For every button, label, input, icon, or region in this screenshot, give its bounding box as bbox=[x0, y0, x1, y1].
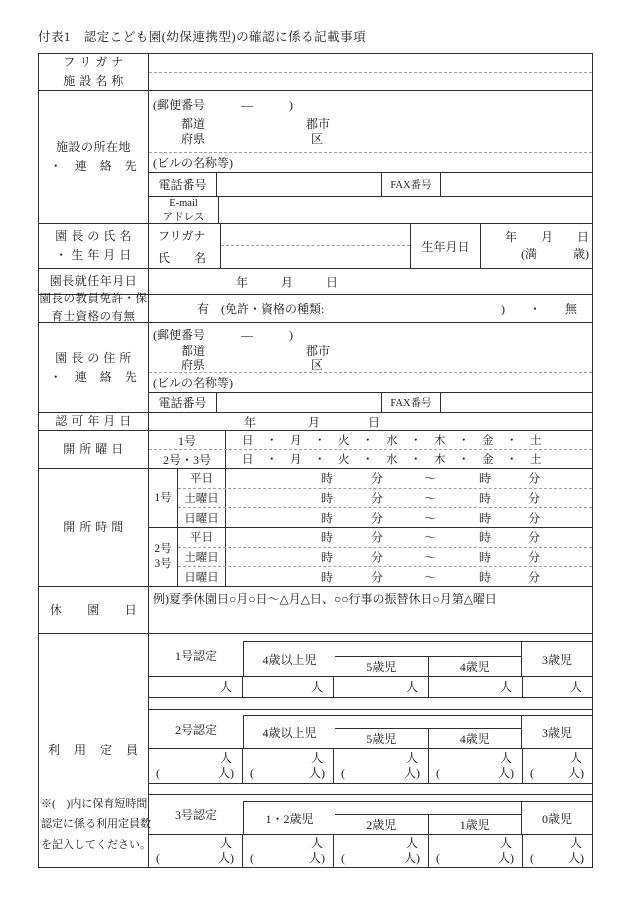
category-3go-nintei: 3号認定 bbox=[174, 808, 217, 822]
unit-label: 人 bbox=[569, 836, 582, 850]
category-1go: 1号 bbox=[149, 431, 226, 449]
category-2go-3go: 2号・3号 bbox=[149, 450, 226, 468]
capacity-note-line3: を記入してください。 bbox=[41, 838, 151, 851]
sunday-label: 日曜日 bbox=[178, 508, 226, 527]
hour-label: 時 bbox=[479, 511, 492, 526]
paren-open: ( bbox=[530, 766, 534, 780]
unit-label: 人 bbox=[219, 751, 232, 765]
age-right-header: 3歳児 bbox=[521, 716, 592, 748]
unit-label: 人 bbox=[499, 679, 512, 694]
director-address-field[interactable] bbox=[149, 323, 592, 373]
facility-kana-label: フ リ ガ ナ bbox=[63, 55, 124, 70]
year-label: 年 bbox=[244, 415, 257, 429]
capacity-label-cell bbox=[39, 634, 149, 867]
capacity-cell[interactable] bbox=[523, 677, 592, 697]
hour-label: 時 bbox=[321, 511, 334, 526]
city-label-top: 郡市 bbox=[306, 117, 331, 131]
paren-open: ( bbox=[530, 851, 534, 865]
director-name-field[interactable] bbox=[221, 246, 410, 268]
opening-hours-label: 開 所 時 間 bbox=[39, 469, 149, 586]
director-address-label-line2: ・ 連 絡 先 bbox=[49, 369, 138, 384]
paren-close: 人) bbox=[498, 851, 514, 865]
days-of-week-choices[interactable]: 日 ・ 月 ・ 火 ・ 水 ・ 木 ・ 金 ・ 土 bbox=[242, 454, 542, 466]
paren-open: ( bbox=[436, 766, 440, 780]
tel-label: 電話番号 bbox=[149, 173, 217, 196]
license-label-line1: 園長の教員免許・保 bbox=[39, 292, 148, 305]
sunday-label: 日曜日 bbox=[178, 567, 226, 586]
tilde-label: ～ bbox=[424, 550, 437, 565]
day-label: 日 bbox=[326, 275, 339, 289]
hour-label: 時 bbox=[479, 530, 492, 545]
facility-contact-label-line1: 施設の所在地 bbox=[55, 140, 131, 155]
capacity-note-line1: ※( )内に保育短時間 bbox=[41, 797, 148, 810]
paren-close: 人) bbox=[309, 766, 325, 780]
city-label-top: 郡市 bbox=[306, 344, 331, 358]
time-field[interactable] bbox=[226, 508, 592, 527]
tilde-label: ～ bbox=[424, 530, 437, 545]
license-label-line2: 育士資格の有無 bbox=[51, 310, 136, 323]
director-license-row bbox=[39, 292, 592, 323]
approval-date-field[interactable] bbox=[149, 413, 592, 430]
director-address-label-line1: 園 長 の 住 所 bbox=[55, 350, 132, 365]
hours-row bbox=[178, 567, 592, 586]
building-name-label: (ビルの名称等) bbox=[153, 156, 233, 170]
email-label-line2: アドレス bbox=[162, 211, 205, 223]
director-fax-field[interactable] bbox=[441, 393, 592, 412]
fax-label: FAX番号 bbox=[382, 173, 441, 196]
director-contact-row bbox=[39, 323, 592, 413]
closed-days-label: 休 園 日 bbox=[39, 587, 149, 633]
prefecture-label-top: 都道 bbox=[181, 117, 206, 131]
age-sub-header: 5歳児 bbox=[335, 729, 429, 748]
capacity-cell[interactable] bbox=[243, 749, 334, 783]
director-shimei-label: 氏 名 bbox=[158, 250, 207, 265]
hour-label: 時 bbox=[321, 570, 334, 585]
age-sub-header: 4歳児 bbox=[459, 660, 490, 674]
opening-days-row-1 bbox=[149, 431, 592, 450]
director-name-label-cell bbox=[39, 224, 149, 268]
time-field[interactable] bbox=[226, 528, 592, 547]
opening-days-row bbox=[39, 431, 592, 469]
facility-name-field[interactable] bbox=[149, 73, 592, 90]
paren-open: ( bbox=[341, 766, 345, 780]
capacity-data-3go bbox=[149, 835, 592, 867]
minute-label: 分 bbox=[528, 530, 541, 545]
facility-email-row bbox=[149, 197, 592, 224]
capacity-cell[interactable] bbox=[149, 835, 243, 867]
unit-label: 人 bbox=[310, 751, 323, 765]
license-choice-field[interactable] bbox=[149, 295, 592, 322]
ward-label: 区 bbox=[311, 358, 324, 372]
capacity-cell[interactable] bbox=[429, 835, 523, 867]
tilde-label: ～ bbox=[424, 471, 437, 486]
minute-label: 分 bbox=[371, 570, 384, 585]
saturday-label: 土曜日 bbox=[178, 489, 226, 508]
director-contact-label-cell bbox=[39, 323, 149, 412]
facility-contact-row bbox=[39, 91, 592, 224]
director-name-sublabel-cell bbox=[149, 224, 221, 268]
hour-label: 時 bbox=[321, 530, 334, 545]
hours-row bbox=[178, 528, 592, 548]
ward-label: 区 bbox=[311, 132, 324, 146]
paren-close: 人) bbox=[218, 766, 234, 780]
director-kana-field[interactable] bbox=[221, 224, 410, 246]
capacity-label: 利 用 定 員 bbox=[47, 743, 139, 757]
paren-open: ( bbox=[341, 851, 345, 865]
hour-label: 時 bbox=[479, 550, 492, 565]
hour-label: 時 bbox=[321, 491, 334, 506]
age-sub-header: 2歳児 bbox=[335, 815, 429, 834]
paren-close: 人) bbox=[404, 851, 420, 865]
paren-open: ( bbox=[250, 766, 254, 780]
minute-label: 分 bbox=[528, 471, 541, 486]
minute-label: 分 bbox=[528, 491, 541, 506]
opening-days-row-2 bbox=[149, 450, 592, 468]
capacity-note-line2: 認定に係る利用定員数 bbox=[41, 818, 151, 831]
age-sub-header: 4歳児 bbox=[459, 732, 490, 746]
facility-address-field[interactable] bbox=[149, 91, 592, 153]
hour-label: 時 bbox=[321, 550, 334, 565]
director-name-fields bbox=[221, 224, 411, 268]
appointment-date-field[interactable] bbox=[149, 269, 592, 294]
time-field[interactable] bbox=[226, 567, 592, 586]
director-name-row bbox=[39, 224, 592, 269]
unit-label: 人 bbox=[310, 679, 323, 694]
day-label: 日 bbox=[368, 415, 381, 429]
month-label: 月 bbox=[281, 275, 294, 289]
facility-name-label: 施 設 名 称 bbox=[63, 74, 124, 88]
capacity-cell[interactable] bbox=[334, 749, 429, 783]
capacity-spacer bbox=[149, 698, 592, 709]
hour-label: 時 bbox=[479, 570, 492, 585]
unit-label: 人 bbox=[569, 751, 582, 765]
director-building-field[interactable] bbox=[149, 373, 592, 393]
dob-label: 生年月日 bbox=[411, 224, 481, 268]
main-form-table bbox=[38, 53, 593, 868]
page-title: 付表1 認定こども園(幼保連携型)の確認に係る記載事項 bbox=[38, 30, 367, 44]
minute-label: 分 bbox=[371, 550, 384, 565]
dob-ymd-template: 年 月 日 bbox=[504, 230, 589, 244]
closed-days-example: 例)夏季休園日○月○日～△月△日、○○行事の振替休日○月第△曜日 bbox=[153, 592, 497, 606]
capacity-cell[interactable] bbox=[429, 677, 523, 697]
facility-contact-label-cell bbox=[39, 91, 149, 223]
prefecture-label-bottom: 府県 bbox=[181, 132, 206, 146]
hour-label: 時 bbox=[321, 471, 334, 486]
unit-label: 人 bbox=[569, 679, 582, 694]
email-label-cell bbox=[149, 197, 219, 224]
facility-email-field[interactable] bbox=[219, 197, 592, 224]
age-group-header: 4歳以上児 bbox=[262, 652, 317, 667]
paren-open: ( bbox=[156, 766, 160, 780]
email-label-line1: E-mail bbox=[169, 198, 198, 209]
capacity-cell[interactable] bbox=[149, 677, 243, 697]
paren-open: ( bbox=[436, 851, 440, 865]
unit-label: 人 bbox=[219, 679, 232, 694]
age-right-header: 3歳児 bbox=[521, 642, 592, 676]
facility-fax-field[interactable] bbox=[441, 173, 592, 196]
dob-age-template: (満 歳) bbox=[521, 247, 589, 261]
facility-name-row bbox=[39, 54, 592, 91]
capacity-row bbox=[39, 634, 592, 867]
hour-label: 時 bbox=[479, 471, 492, 486]
minute-label: 分 bbox=[528, 570, 541, 585]
hours-row bbox=[178, 469, 592, 489]
director-name-label-line1: 園 長 の 氏 名 bbox=[55, 229, 132, 244]
capacity-header-3go bbox=[149, 794, 592, 835]
time-field[interactable] bbox=[226, 548, 592, 567]
hours-row bbox=[178, 508, 592, 527]
weekday-label: 平日 bbox=[178, 469, 226, 488]
license-label-cell bbox=[39, 292, 149, 323]
unit-label: 人 bbox=[499, 751, 512, 765]
month-label: 月 bbox=[308, 415, 321, 429]
capacity-cell[interactable] bbox=[429, 749, 523, 783]
capacity-spacer bbox=[149, 784, 592, 794]
group-label-2go-3go bbox=[149, 528, 178, 586]
facility-contact-label-line2: ・ 連 絡 先 bbox=[49, 159, 138, 173]
minute-label: 分 bbox=[371, 530, 384, 545]
license-no-option[interactable]: ) ・ 無 bbox=[501, 302, 577, 316]
age-sub-header: 5歳児 bbox=[335, 657, 429, 676]
approval-label: 認 可 年 月 日 bbox=[39, 413, 149, 430]
capacity-cell[interactable] bbox=[523, 835, 592, 867]
postal-code-label: (郵便番号 ― ) bbox=[153, 98, 293, 112]
tilde-label: ～ bbox=[424, 491, 437, 506]
unit-label: 人 bbox=[499, 836, 512, 850]
capacity-cell[interactable] bbox=[334, 677, 429, 697]
prefecture-label-bottom: 府県 bbox=[181, 358, 206, 372]
capacity-cell[interactable] bbox=[149, 749, 243, 783]
capacity-header-1go bbox=[149, 634, 592, 677]
paren-close: 人) bbox=[498, 766, 514, 780]
unit-label: 人 bbox=[405, 751, 418, 765]
paren-close: 人) bbox=[218, 851, 234, 865]
capacity-header-2go bbox=[149, 709, 592, 749]
paren-open: ( bbox=[156, 851, 160, 865]
time-field[interactable] bbox=[226, 489, 592, 508]
unit-label: 人 bbox=[219, 836, 232, 850]
facility-building-field[interactable] bbox=[149, 153, 592, 173]
approval-date-row bbox=[39, 413, 592, 431]
capacity-cell[interactable] bbox=[523, 749, 592, 783]
age-group-header: 4歳以上児 bbox=[262, 725, 317, 740]
capacity-note bbox=[39, 794, 151, 855]
minute-label: 分 bbox=[371, 511, 384, 526]
hours-row bbox=[178, 548, 592, 568]
age-group-header: 1・2歳児 bbox=[265, 811, 314, 826]
capacity-data-1go bbox=[149, 677, 592, 698]
director-phone-row bbox=[149, 393, 592, 412]
director-name-label-line2: ・ 生 年 月 日 bbox=[55, 248, 132, 262]
group-label-3go: 3号 bbox=[154, 558, 172, 570]
paren-open: ( bbox=[250, 851, 254, 865]
weekday-label: 平日 bbox=[178, 528, 226, 547]
year-label: 年 bbox=[236, 275, 249, 289]
paren-close: 人) bbox=[568, 766, 584, 780]
unit-label: 人 bbox=[310, 836, 323, 850]
director-kana-label: フリガナ bbox=[158, 228, 206, 243]
closed-days-row bbox=[39, 587, 592, 634]
hours-row bbox=[178, 489, 592, 509]
director-tel-field[interactable] bbox=[217, 393, 382, 412]
paren-close: 人) bbox=[309, 851, 325, 865]
days-of-week-choices[interactable]: 日 ・ 月 ・ 火 ・ 水 ・ 木 ・ 金 ・ 土 bbox=[242, 435, 542, 447]
license-yes-option[interactable]: 有 (免許・資格の種類: bbox=[197, 302, 325, 316]
hours-group-2go-3go bbox=[149, 528, 592, 586]
category-2go-nintei: 2号認定 bbox=[174, 722, 217, 737]
capacity-cell[interactable] bbox=[243, 835, 334, 867]
closed-days-field[interactable] bbox=[149, 587, 592, 633]
capacity-cell[interactable] bbox=[334, 835, 429, 867]
age-right-header: 0歳児 bbox=[521, 802, 592, 834]
capacity-data-2go bbox=[149, 749, 592, 784]
opening-days-label: 開 所 曜 日 bbox=[39, 431, 149, 468]
age-sub-header: 1歳児 bbox=[459, 818, 490, 832]
fax-label: FAX番号 bbox=[382, 393, 441, 412]
group-label-1go: 1号 bbox=[149, 469, 178, 527]
time-field[interactable] bbox=[226, 469, 592, 488]
minute-label: 分 bbox=[371, 491, 384, 506]
category-1go-nintei: 1号認定 bbox=[174, 648, 217, 663]
saturday-label: 土曜日 bbox=[178, 548, 226, 567]
minute-label: 分 bbox=[528, 550, 541, 565]
facility-tel-field[interactable] bbox=[217, 173, 382, 196]
unit-label: 人 bbox=[405, 679, 418, 694]
tilde-label: ～ bbox=[424, 511, 437, 526]
hours-group-1go bbox=[149, 469, 592, 528]
minute-label: 分 bbox=[371, 471, 384, 486]
prefecture-label-top: 都道 bbox=[181, 344, 206, 358]
postal-code-label: (郵便番号 ― ) bbox=[153, 328, 293, 342]
capacity-cell[interactable] bbox=[243, 677, 334, 697]
opening-hours-row bbox=[39, 469, 592, 587]
tel-label: 電話番号 bbox=[149, 393, 217, 412]
tilde-label: ～ bbox=[424, 570, 437, 585]
hour-label: 時 bbox=[479, 491, 492, 506]
facility-phone-row bbox=[149, 173, 592, 197]
paren-close: 人) bbox=[404, 766, 420, 780]
facility-name-label-cell bbox=[39, 54, 149, 90]
group-label-2go: 2号 bbox=[154, 543, 172, 556]
minute-label: 分 bbox=[528, 511, 541, 526]
appointment-label: 園長就任年月日 bbox=[39, 269, 149, 294]
paren-close: 人) bbox=[568, 851, 584, 865]
director-dob-field[interactable] bbox=[481, 224, 592, 268]
unit-label: 人 bbox=[405, 836, 418, 850]
facility-kana-field[interactable] bbox=[149, 54, 592, 73]
building-name-label: (ビルの名称等) bbox=[153, 376, 233, 390]
